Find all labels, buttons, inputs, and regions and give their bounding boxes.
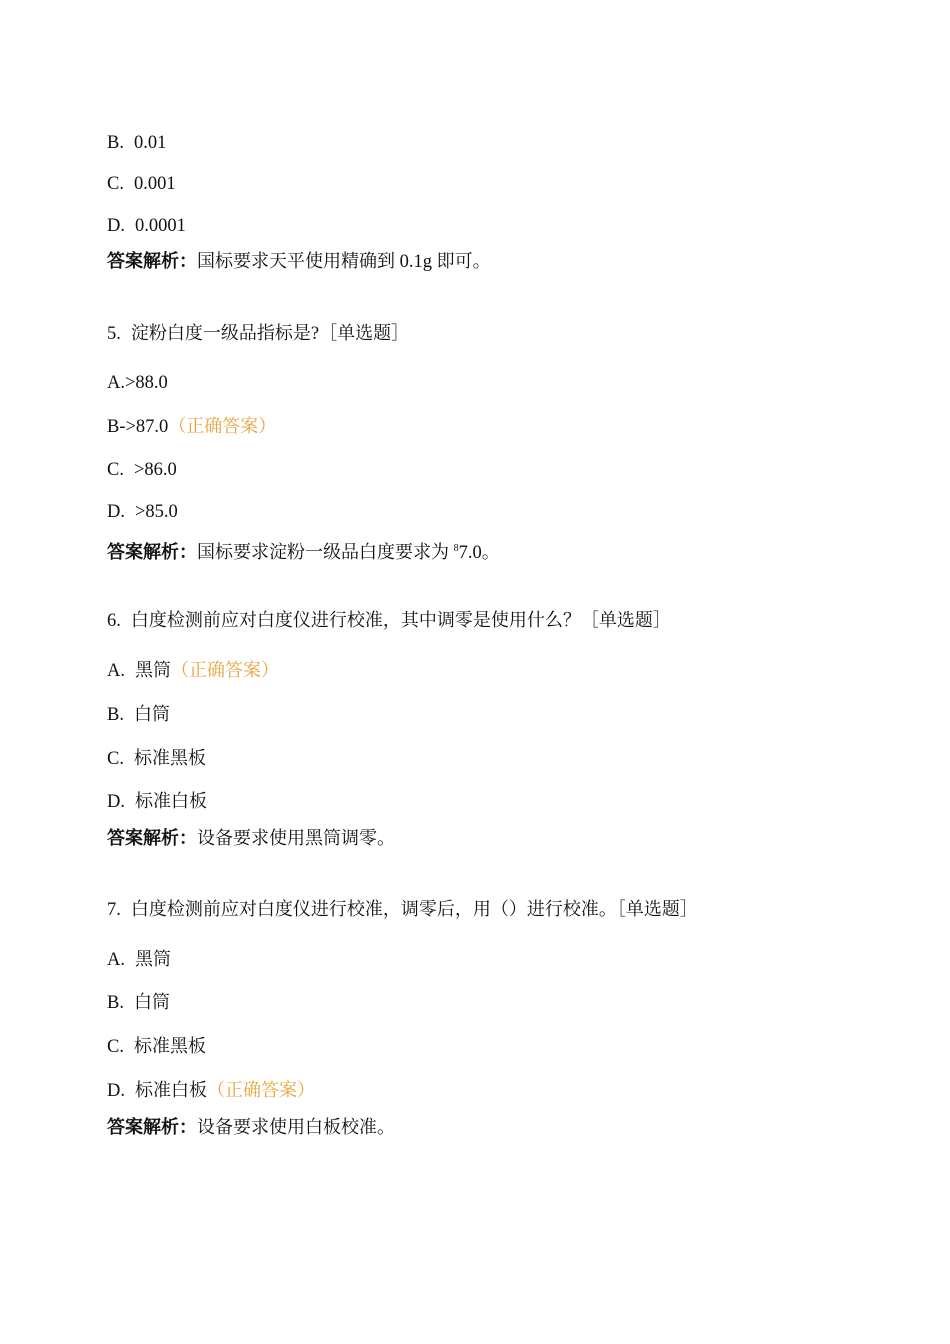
q4-option-b <box>107 131 166 155</box>
q6-option-c <box>107 747 206 771</box>
option-prefix: B. <box>107 705 124 725</box>
q7-option-b <box>107 991 170 1015</box>
q5-option-a <box>107 371 168 395</box>
question-mark: ? <box>310 324 320 344</box>
question-text: 白度检测前应对白度仪进行校准，调零后，用（）进行校准。 <box>130 899 617 920</box>
explanation-value: 0.1g <box>399 252 432 272</box>
option-text: 黑筒 <box>135 660 171 681</box>
option-text: 白筒 <box>133 704 170 725</box>
option-text: >85.0 <box>135 502 178 522</box>
option-prefix: C. <box>107 1037 124 1057</box>
option-prefix: D. <box>107 502 125 522</box>
explanation-text: 设备要求使用白板校准。 <box>197 1117 395 1138</box>
option-prefix: B. <box>107 133 124 153</box>
option-text: 标准白板 <box>135 1080 207 1101</box>
correct-answer-tag: （正确答案） <box>168 416 277 437</box>
explanation-text-end: 。 <box>481 542 500 563</box>
option-text: >86.0 <box>133 460 177 480</box>
question-text: 淀粉白度一级品指标是 <box>130 323 311 344</box>
option-text: 0.0001 <box>135 216 186 236</box>
explanation-superscript: 8 <box>453 543 459 554</box>
q7-option-d <box>107 1079 315 1103</box>
option-prefix: B. <box>107 993 124 1013</box>
option-text: 黑筒 <box>135 949 171 970</box>
explanation-text: 国标要求天平使用精确到 <box>197 251 395 272</box>
option-text: A.>88.0 <box>107 373 168 393</box>
q7-option-a <box>107 948 171 972</box>
q6-question <box>107 609 671 633</box>
q5-explanation <box>107 537 500 565</box>
q7-question <box>107 898 698 922</box>
question-type: ［单选题］ <box>319 323 410 344</box>
correct-answer-tag: （正确答案） <box>207 1080 315 1101</box>
option-prefix: A. <box>107 950 125 970</box>
question-type: ［单选题］ <box>580 610 671 631</box>
q4-option-c <box>107 172 176 196</box>
explanation-label: 答案解析： <box>107 828 197 849</box>
option-prefix: D. <box>107 216 125 236</box>
option-prefix: A. <box>107 661 125 681</box>
question-number: 6. <box>107 611 121 631</box>
q4-option-d <box>107 214 186 238</box>
q7-option-c <box>107 1035 206 1059</box>
question-number: 5. <box>107 324 121 344</box>
q6-explanation <box>107 827 395 851</box>
option-text: 标准白板 <box>135 791 207 812</box>
option-text: 0.001 <box>133 174 176 194</box>
option-text: 白筒 <box>133 992 170 1013</box>
q5-option-b <box>107 415 276 439</box>
option-prefix: C. <box>107 174 124 194</box>
explanation-label: 答案解析： <box>107 1117 197 1138</box>
option-text: 标准黑板 <box>133 748 206 769</box>
q4-explanation <box>107 250 491 274</box>
explanation-value: 7.0 <box>458 543 482 563</box>
question-text: 白度检测前应对白度仪进行校准，其中调零是使用什么？ <box>130 610 581 631</box>
q5-option-d <box>107 500 178 524</box>
correct-answer-tag: （正确答案） <box>171 660 279 681</box>
question-number: 7. <box>107 900 121 920</box>
option-prefix: C. <box>107 749 124 769</box>
q5-option-c <box>107 458 177 482</box>
q6-option-d <box>107 790 207 814</box>
q7-explanation <box>107 1116 395 1140</box>
option-prefix: D. <box>107 792 125 812</box>
q5-question <box>107 322 409 346</box>
option-text: 标准黑板 <box>133 1036 206 1057</box>
q6-option-a <box>107 659 279 683</box>
question-type: ［单选题］ <box>616 899 698 920</box>
option-text: 0.01 <box>133 133 167 153</box>
explanation-text-end: 即可。 <box>436 251 491 272</box>
explanation-text: 国标要求淀粉一级品白度要求为 <box>197 542 449 563</box>
explanation-text: 设备要求使用黑筒调零。 <box>197 828 395 849</box>
option-prefix: D. <box>107 1081 125 1101</box>
explanation-label: 答案解析： <box>107 542 197 563</box>
option-text: B->87.0 <box>107 417 169 437</box>
explanation-label: 答案解析： <box>107 251 197 272</box>
option-prefix: C. <box>107 460 124 480</box>
q6-option-b <box>107 703 170 727</box>
